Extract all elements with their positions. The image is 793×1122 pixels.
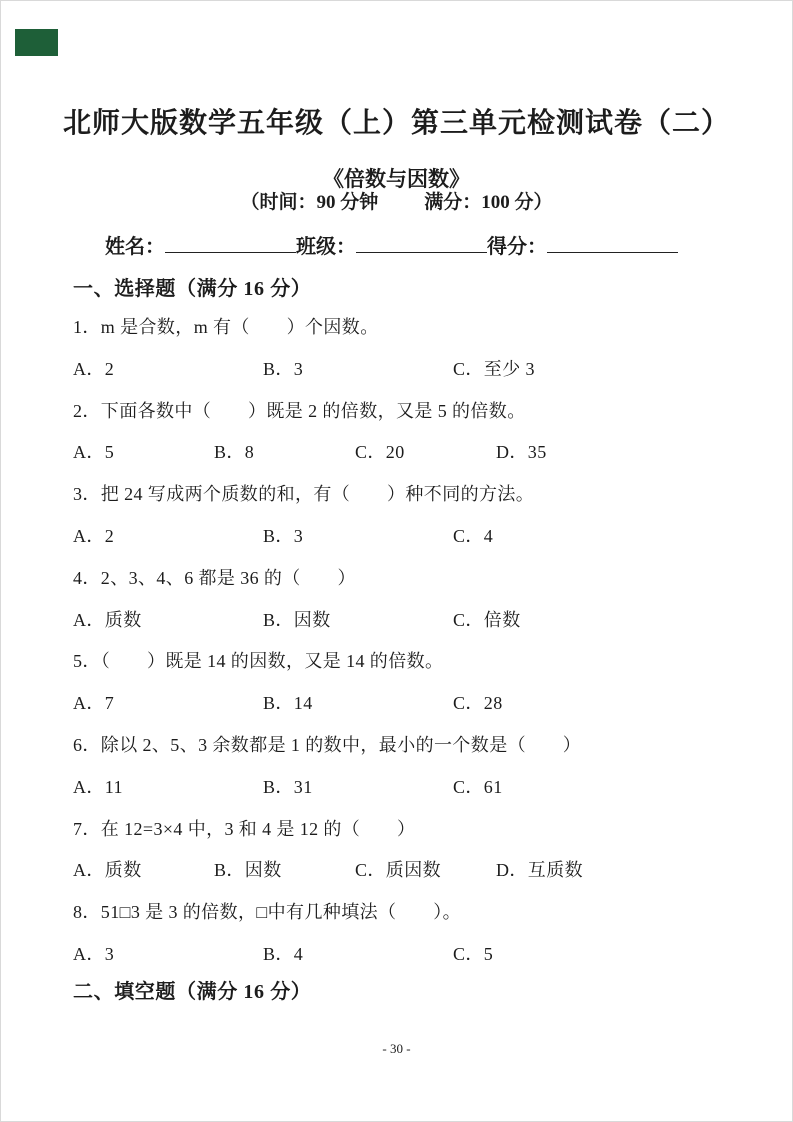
option-5b: B．14: [263, 693, 313, 713]
info-row: [105, 227, 678, 259]
option-2a: A．5: [73, 442, 115, 462]
option-1a: A．2: [73, 359, 115, 379]
option-6c: C．61: [453, 777, 503, 797]
exam-time: （时间：90 分钟: [240, 192, 379, 213]
question-5-options: [73, 689, 503, 715]
page-number: - 30 -: [382, 1041, 411, 1056]
question-3-text: 3．把 24 写成两个质数的和，有（ ）种不同的方法。: [73, 484, 535, 504]
option-8c: C．5: [453, 944, 494, 964]
question-2-options: [73, 438, 547, 464]
option-7c: C．质因数: [355, 860, 442, 880]
question-6-text: 6．除以 2、5、3 余数都是 1 的数中，最小的一个数是（ ）: [73, 735, 582, 755]
option-2c: C．20: [355, 442, 405, 462]
option-3c: C．4: [453, 526, 494, 546]
option-4a: A．质数: [73, 610, 142, 630]
option-5c: C．28: [453, 693, 503, 713]
option-8b: B．4: [263, 944, 304, 964]
option-7d: D．互质数: [496, 860, 583, 880]
option-1b: B．3: [263, 359, 304, 379]
option-3b: B．3: [263, 526, 304, 546]
option-6a: A．11: [73, 777, 123, 797]
question-6-options: [73, 773, 503, 799]
question-3-options: [73, 522, 493, 548]
question-8-options: [73, 940, 493, 966]
section-1-heading: 一、选择题（满分 16 分）: [73, 278, 312, 300]
option-4b: B．因数: [263, 610, 331, 630]
section-2-heading: 二、填空题（满分 16 分）: [73, 981, 312, 1003]
exam-meta: [1, 187, 792, 214]
green-corner-badge: [15, 29, 58, 56]
name-label: 姓名：: [105, 236, 165, 258]
question-7-options: [73, 856, 583, 882]
score-label: 得分：: [487, 236, 547, 258]
question-1-text: 1．m 是合数，m 有（ ）个因数。: [73, 317, 379, 337]
question-1-options: [73, 355, 535, 381]
question-4-options: [73, 606, 521, 632]
option-1c: C．至少 3: [453, 359, 535, 379]
option-8a: A．3: [73, 944, 115, 964]
name-blank: [165, 227, 296, 253]
question-8-text: 8．51□3 是 3 的倍数，□中有几种填法（ ）。: [73, 902, 462, 922]
page-title: 北师大版数学五年级（上）第三单元检测试卷（二）: [62, 108, 730, 139]
exam-full-score: 满分：100 分）: [424, 192, 553, 213]
page-subtitle: 《倍数与因数》: [323, 167, 470, 191]
class-label: 班级：: [296, 236, 356, 258]
option-5a: A．7: [73, 693, 115, 713]
option-2d: D．35: [496, 442, 547, 462]
option-7b: B．因数: [214, 860, 282, 880]
option-7a: A．质数: [73, 860, 142, 880]
option-3a: A．2: [73, 526, 115, 546]
question-2-text: 2．下面各数中（ ）既是 2 的倍数，又是 5 的倍数。: [73, 401, 526, 421]
question-5-text: 5．（ ）既是 14 的因数，又是 14 的倍数。: [73, 651, 444, 671]
option-4c: C．倍数: [453, 610, 521, 630]
class-blank: [356, 227, 487, 253]
score-blank: [547, 227, 678, 253]
option-6b: B．31: [263, 777, 313, 797]
option-2b: B．8: [214, 442, 255, 462]
question-4-text: 4．2、3、4、6 都是 36 的（ ）: [73, 568, 356, 588]
question-7-text: 7．在 12=3×4 中，3 和 4 是 12 的（ ）: [73, 819, 416, 839]
